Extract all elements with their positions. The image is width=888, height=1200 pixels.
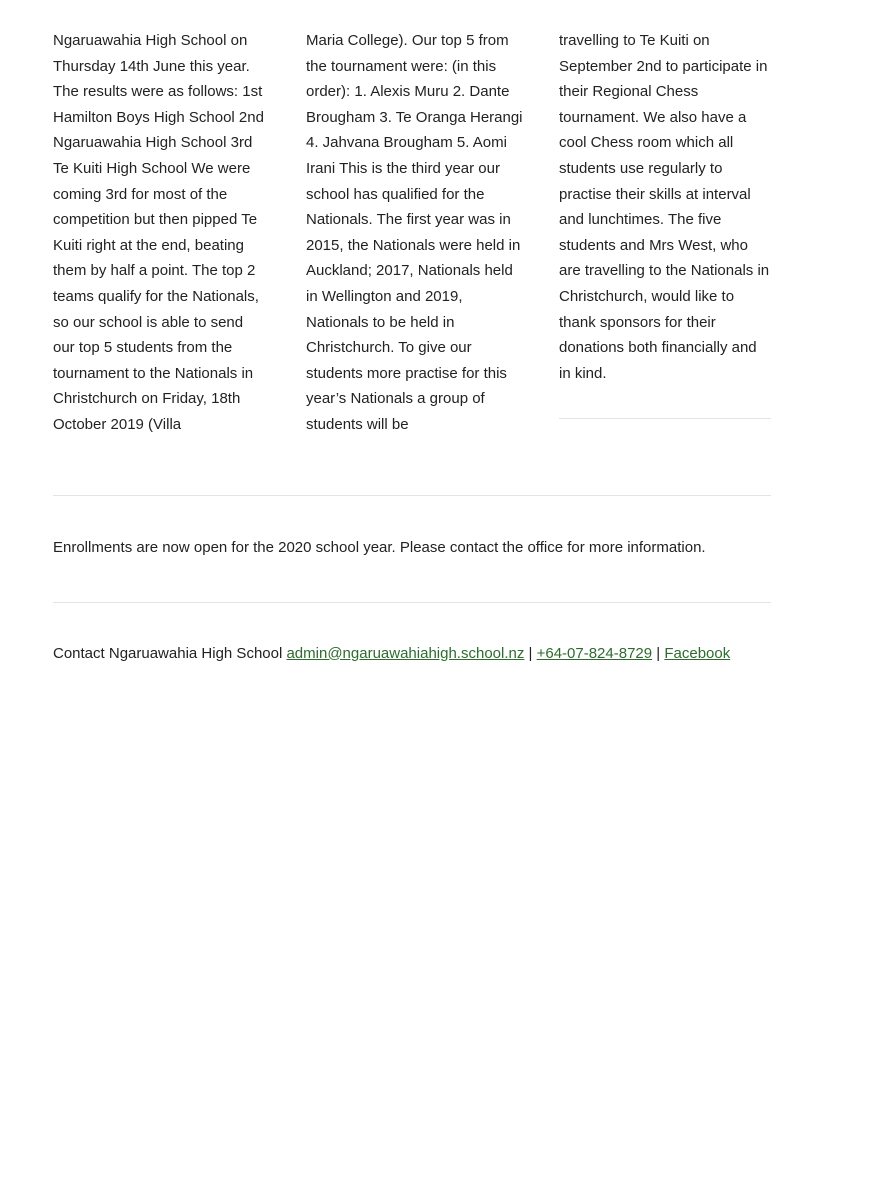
contact-separator: |	[524, 644, 537, 662]
column-divider	[559, 418, 771, 419]
article-column-3	[559, 28, 771, 386]
contact-label: Contact Ngaruawahia High School	[53, 644, 287, 662]
contact-line	[53, 641, 771, 667]
section-divider	[53, 602, 771, 603]
article-column-2	[306, 28, 524, 438]
email-link[interactable]: admin@ngaruawahiahigh.school.nz	[286, 644, 525, 662]
facebook-link[interactable]: Facebook	[664, 644, 731, 662]
article-column-1	[53, 28, 268, 438]
phone-link[interactable]: +64-07-824-8729	[536, 644, 653, 662]
contact-separator: |	[652, 644, 665, 662]
article-column-1-text: Ngaruawahia High School on Thursday 14th June this year. The results were as follows: 1st Hamilton Boys High School 2nd Ngaruawahia High School 3rd Te Kuiti High School We were coming 3rd for most of the competition but then pipped Te Kuiti right at the end, beating them by half a point. The top 2 teams qualify for the Nationals, so our school is able to send our top 5 students from the tournament to the Nationals in Christchurch on Friday, 18th October 2019 (Villa	[53, 32, 264, 433]
article-columns	[53, 28, 771, 468]
newsletter-page	[53, 28, 771, 666]
article-column-2-text: Maria College). Our top 5 from the tournament were: (in this order): 1. Alexis Muru 2. Dante Brougham 3. Te Oranga Herangi 4. Jahvana Brougham 5. Aomi Irani This is the third year our school has qualified for the Nationals. The first year was in 2015, the Nationals were held in Auckland; 2017, Nationals held in Wellington and 2019, Nationals to be held in Christchurch. To give our students more practise for this year’s Nationals a group of students will be	[306, 32, 523, 433]
article-column-3-text: travelling to Te Kuiti on September 2nd to participate in their Regional Chess tournament. We also have a cool Chess room which all students use regularly to practise their skills at interval and lunchtimes. The five students and Mrs West, who are travelling to the Nationals in Christchurch, would like to thank sponsors for their donations both financially and in kind.	[559, 32, 770, 382]
section-divider	[53, 495, 771, 496]
enrollments-notice: Enrollments are now open for the 2020 school year. Please contact the office for more information.	[53, 539, 706, 556]
